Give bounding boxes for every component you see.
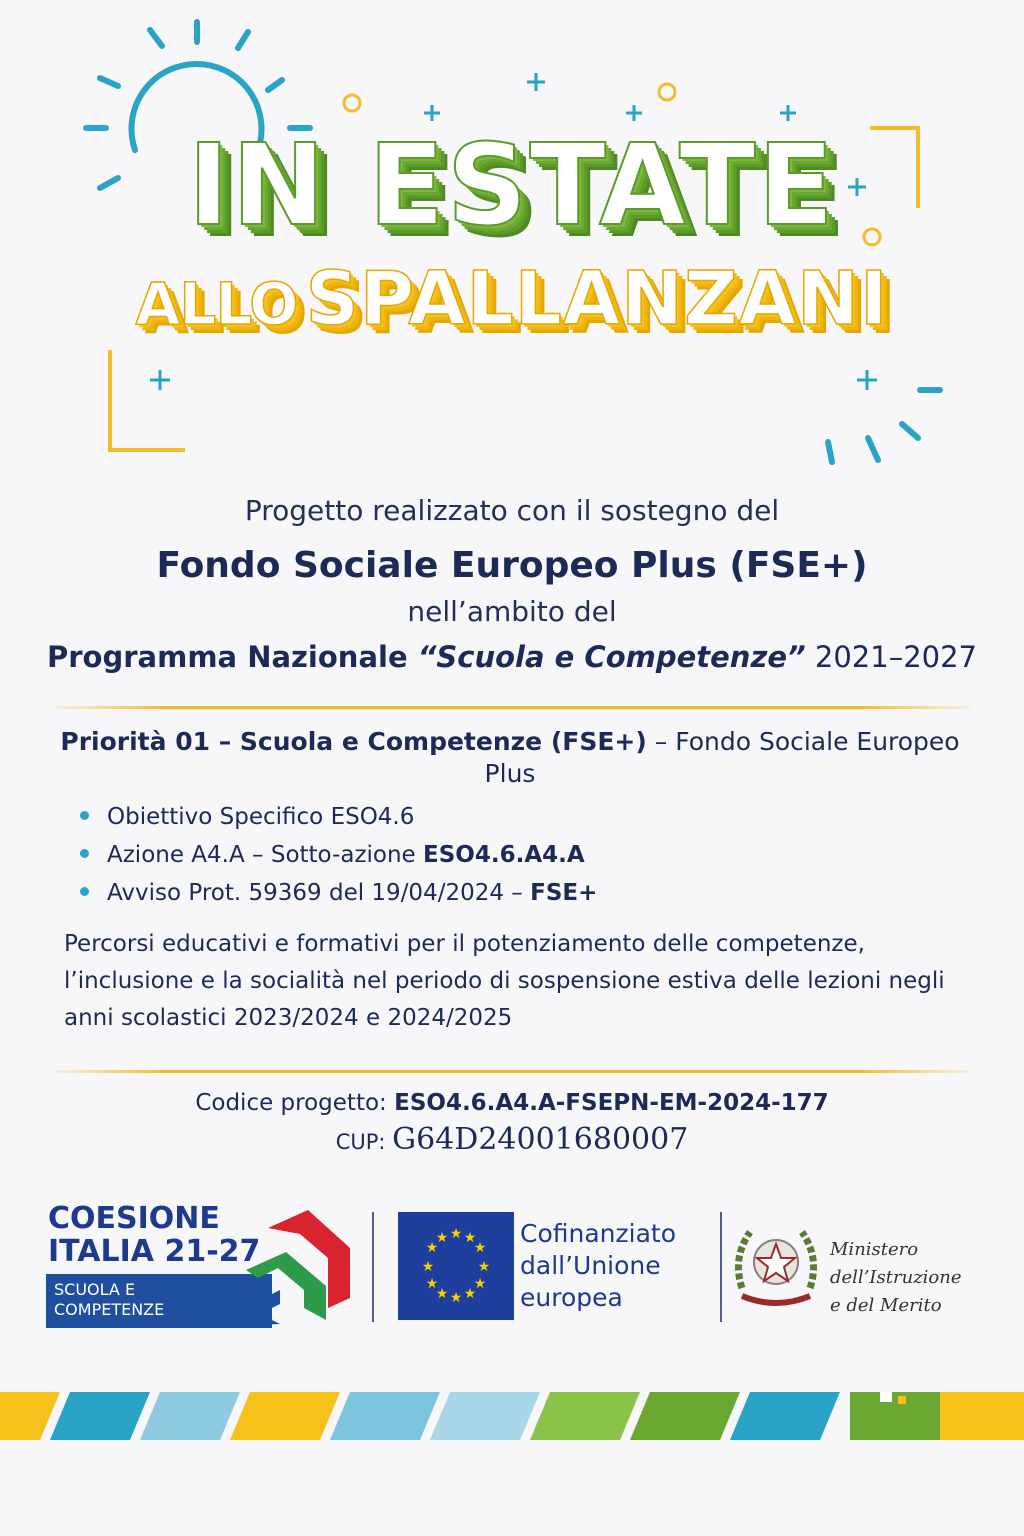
bullet-dot-icon xyxy=(80,811,89,820)
priority-text xyxy=(60,726,960,790)
coesione-line2: ITALIA 21-27 xyxy=(48,1234,261,1269)
circle-deco xyxy=(659,84,675,100)
svg-text:★: ★ xyxy=(435,1286,449,1302)
eu-line2: dall’Unione xyxy=(520,1251,661,1280)
svg-text:★: ★ xyxy=(435,1230,449,1246)
svg-text:★: ★ xyxy=(425,1240,439,1256)
intro-line3: nell’ambito del xyxy=(407,595,617,628)
svg-text:★: ★ xyxy=(473,1240,487,1256)
list-item xyxy=(80,874,597,912)
title-allo-spallanzani xyxy=(0,256,1024,342)
list-item xyxy=(80,798,597,836)
footer-stripe xyxy=(0,1392,1024,1440)
bullet-bold: FSE+ xyxy=(530,880,598,906)
title-spallanzani: SPALLANZANI xyxy=(305,256,889,342)
description: Percorsi educativi e formativi per il potenziamento delle competenze, l’inclusione e la socialità nel periodo di sospensione estiva delle lezioni negli anni scolastici 2023/2024 e 2024/2025 xyxy=(64,931,945,1031)
rays-deco xyxy=(828,390,940,462)
intro-line1: Progetto realizzato con il sostegno del xyxy=(244,494,780,527)
eu-stars-icon xyxy=(398,1212,514,1320)
bullet-list xyxy=(80,798,597,912)
coesione-box-line2: COMPETENZE xyxy=(54,1300,165,1319)
svg-text:★: ★ xyxy=(463,1286,477,1302)
ministry-text xyxy=(830,1236,962,1320)
eu-line3: europea xyxy=(520,1283,623,1312)
logo-separator xyxy=(720,1212,722,1322)
ministry-line2: dell’Istruzione xyxy=(830,1267,962,1288)
ministry-line1: Ministero xyxy=(830,1239,919,1260)
programme-prefix: Programma Nazionale xyxy=(47,640,418,674)
cup-value: G64D24001680007 xyxy=(392,1122,689,1157)
title-allo: ALLO xyxy=(135,270,298,338)
svg-text:★: ★ xyxy=(449,1226,463,1242)
bullet-text: Obiettivo Specifico ESO4.6 xyxy=(107,804,415,830)
svg-text:★: ★ xyxy=(421,1259,435,1275)
eu-flag-icon xyxy=(398,1212,514,1320)
bullet-bold: ESO4.6.A4.A xyxy=(423,842,585,868)
programme-title: “Scuola e Competenze” xyxy=(417,640,806,674)
title-in-estate: IN ESTATE xyxy=(187,121,837,251)
intro-programme xyxy=(0,640,1024,674)
svg-text:★: ★ xyxy=(425,1276,439,1292)
cup-label: CUP: xyxy=(335,1130,393,1154)
coesione-title xyxy=(48,1202,260,1268)
list-item xyxy=(80,836,597,874)
divider-top xyxy=(55,706,970,709)
intro-fund-name: Fondo Sociale Europeo Plus (FSE+) xyxy=(156,545,868,586)
svg-text:★: ★ xyxy=(473,1276,487,1292)
project-code-label: Codice progetto: xyxy=(195,1090,395,1116)
bullet-text: Avviso Prot. 59369 del 19/04/2024 – xyxy=(107,880,531,906)
coesione-box-line1: SCUOLA E xyxy=(54,1280,136,1299)
divider-bottom xyxy=(55,1070,970,1073)
bracket-bottom-left xyxy=(110,350,185,450)
coesione-line1: COESIONE xyxy=(48,1201,220,1236)
bullet-dot-icon xyxy=(80,887,89,896)
logo-separator xyxy=(372,1212,374,1322)
project-code xyxy=(0,1090,1024,1116)
project-code-value: ESO4.6.A4.A-FSEPN-EM-2024-177 xyxy=(394,1090,829,1116)
cup-code xyxy=(0,1122,1024,1157)
circle-deco xyxy=(344,95,360,111)
priority-rest: – Fondo Sociale Europeo Plus xyxy=(484,727,960,788)
ministry-line3: e del Merito xyxy=(830,1295,942,1316)
svg-text:★: ★ xyxy=(463,1230,477,1246)
eu-line1: Cofinanziato xyxy=(520,1219,676,1248)
programme-years: 2021–2027 xyxy=(805,640,977,674)
svg-text:★: ★ xyxy=(449,1290,463,1306)
coesione-arrows-icon xyxy=(238,1208,358,1328)
svg-text:★: ★ xyxy=(477,1259,491,1275)
eu-cofinanced-text xyxy=(520,1218,676,1314)
bullet-dot-icon xyxy=(80,849,89,858)
italian-emblem-icon xyxy=(728,1218,824,1314)
bullet-text: Azione A4.A – Sotto-azione xyxy=(107,842,424,868)
priority-bold: Priorità 01 – Scuola e Competenze (FSE+) xyxy=(60,727,647,756)
